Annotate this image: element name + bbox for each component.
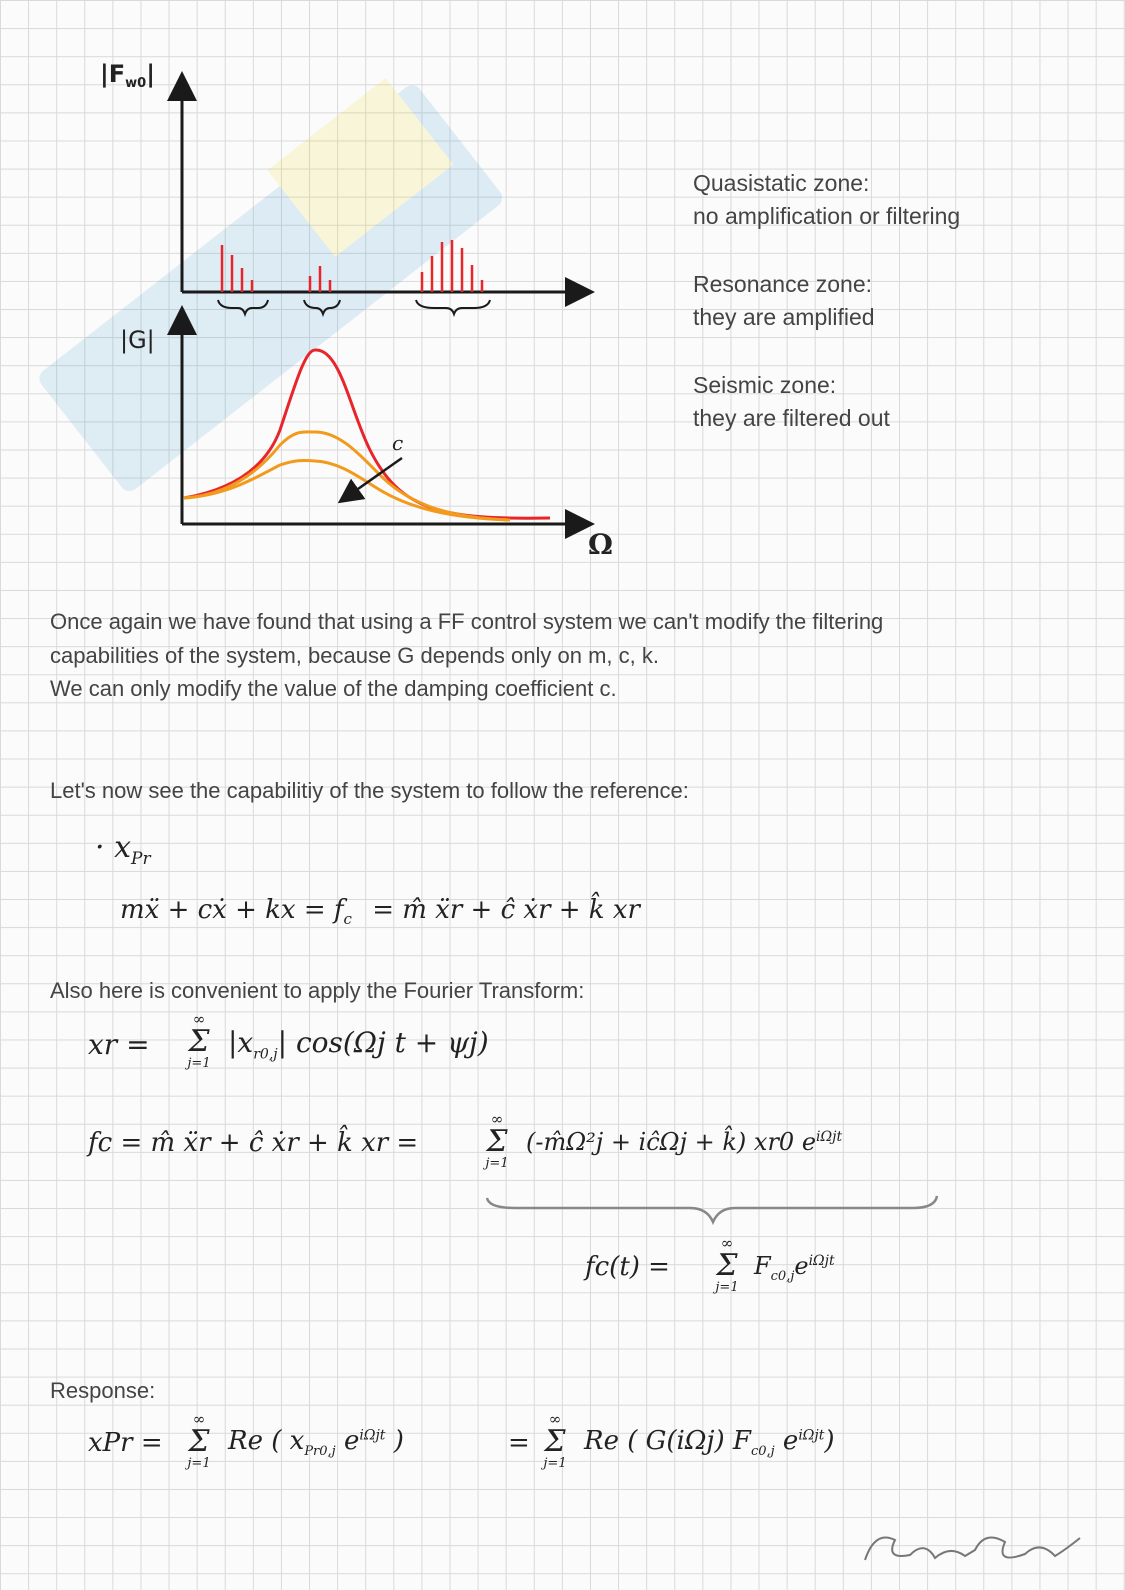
- sum-symbol: ∞ Σ j=1: [187, 1410, 211, 1471]
- signature-stroke: [865, 1538, 1080, 1561]
- curve-label: c: [392, 431, 404, 455]
- zone-desc: no amplification or filtering: [693, 203, 961, 229]
- spectrum-lines: [222, 240, 482, 292]
- equation-xr-rhs: $|x_{r0,j}|$ cos(Ωj t + ψj): [228, 1026, 489, 1063]
- sum-symbol: ∞ Σ j=1: [485, 1110, 509, 1171]
- equation-xr-lhs: xr =: [88, 1028, 150, 1061]
- brace-seismic: [416, 300, 490, 314]
- brace-resonance: [304, 300, 340, 314]
- curve-low-damping: [184, 350, 550, 518]
- zone-quasistatic: [693, 167, 960, 233]
- equation-response-equals: =: [508, 1428, 530, 1458]
- paragraph-line: We can only modify the value of the damping coefficient c.: [50, 676, 617, 701]
- zone-title: Quasistatic zone:: [693, 170, 870, 196]
- damping-arrow: [348, 458, 402, 496]
- paragraph-fourier: Also here is convenient to apply the Fourier Transform:: [50, 978, 585, 1003]
- equation-response-rhs: Re ( G(iΩj) $F_{c0,j}$ $e^{i\Omega jt}$): [584, 1426, 835, 1460]
- zone-title: Seismic zone:: [693, 372, 837, 398]
- top-axis-label: $|F_{w0}|$: [100, 60, 155, 91]
- underbrace: [485, 1192, 945, 1232]
- brace-quasistatic: [218, 300, 268, 314]
- underbrace-path: [487, 1196, 937, 1222]
- sum-symbol: ∞ Σ j=1: [187, 1010, 211, 1071]
- equation-fc-lhs: fc = m̂ ẍr + ĉ ẋr + k̂ xr =: [88, 1128, 419, 1158]
- zone-title: Resonance zone:: [693, 271, 873, 297]
- sum-symbol: ∞ Σ j=1: [715, 1234, 739, 1295]
- bullet-xpr: · $x_{Pr}$: [95, 830, 151, 869]
- signature: [855, 1520, 1095, 1580]
- curve-mid-damping: [184, 432, 510, 520]
- paragraph-response: Response:: [50, 1378, 156, 1403]
- zone-desc: they are filtered out: [693, 405, 890, 431]
- frequency-figure: [80, 50, 640, 560]
- sum-symbol: ∞ Σ j=1: [543, 1410, 567, 1471]
- x-axis-label: Ω: [588, 528, 613, 560]
- zone-desc: they are amplified: [693, 304, 875, 330]
- equation-fc-rhs: (-m̂Ω²j + iĉΩj + k̂) xr0 $e^{i\Omega jt}$: [526, 1128, 843, 1156]
- equation-response-lhs: xPr =: [88, 1428, 163, 1458]
- bottom-axis-label: |G|: [120, 326, 155, 354]
- paragraph-line: capabilities of the system, because G depends only on m, c, k.: [50, 642, 659, 668]
- equation-motion: mẍ + cẋ + kx = $f_c$ = m̂ ẍr + ĉ ẋr + k̂ xr: [120, 895, 640, 929]
- zone-seismic: [693, 369, 890, 435]
- equation-fct-lhs: fc(t) =: [585, 1252, 670, 1282]
- paragraph-ff-control: [50, 605, 883, 706]
- equation-response-mid: Re ( $x_{Pr0,j}$ $e^{i\Omega jt}$ ): [228, 1426, 404, 1460]
- zone-resonance: [693, 268, 875, 334]
- paragraph-line: Once again we have found that using a FF control system we can't modify the filtering: [50, 609, 884, 634]
- zone-braces: [218, 300, 490, 314]
- equation-fct-rhs: $F_{c0,j}e^{i\Omega jt}$: [754, 1252, 835, 1284]
- curve-high-damping: [184, 460, 510, 520]
- paragraph-reference: Let's now see the capabilitiy of the system to follow the reference:: [50, 778, 689, 803]
